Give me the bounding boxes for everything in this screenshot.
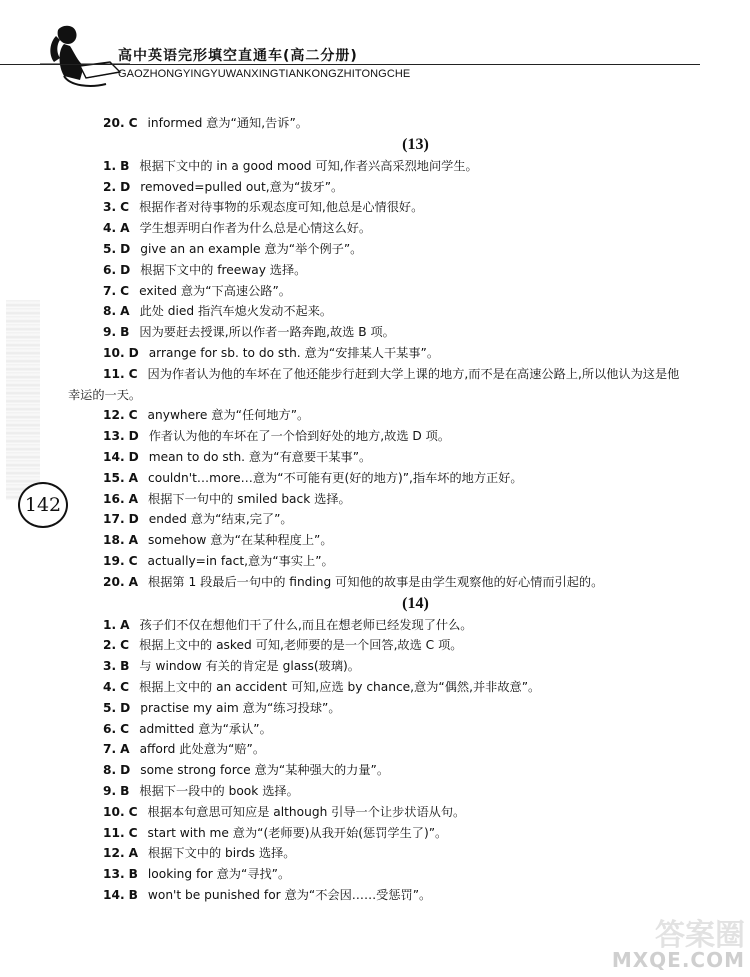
item-number: 13. <box>103 867 125 882</box>
item-number: 1. <box>103 158 117 173</box>
item-explanation: couldn't…more…意为“不可能有更(好的地方)”,指车坏的地方正好。 <box>148 470 523 485</box>
answer-item <box>103 885 693 906</box>
item-answer: A <box>128 533 139 548</box>
item-number: 2. <box>103 638 117 653</box>
answer-item <box>103 509 693 530</box>
item-answer: D <box>128 345 139 360</box>
item-answer: B <box>128 887 138 902</box>
section-heading: (13) <box>402 135 429 153</box>
item-number: 18. <box>103 533 125 548</box>
answer-item <box>103 635 693 656</box>
item-explanation: looking for 意为“寻找”。 <box>147 867 291 882</box>
item-number: 10. <box>103 345 125 360</box>
answer-item <box>103 177 693 198</box>
watermark-logo-text: 答案圈 <box>655 918 745 953</box>
item-answer: A <box>120 742 130 757</box>
item-number: 16. <box>103 491 125 506</box>
item-number: 14. <box>103 887 125 902</box>
page-edge-decoration <box>6 300 40 500</box>
item-number: 15. <box>103 470 125 485</box>
item-answer: D <box>128 429 139 444</box>
answer-item <box>103 823 693 844</box>
answer-item <box>103 719 693 740</box>
item-number: 5. <box>103 700 117 715</box>
item-explanation: 孩子们不仅在想他们干了什么,而且在想老师已经发现了什么。 <box>139 617 473 632</box>
answer-item <box>103 656 693 677</box>
item-number: 6. <box>103 262 117 277</box>
item-number: 9. <box>103 783 117 798</box>
answer-item <box>103 572 693 593</box>
item-answer: D <box>120 179 131 194</box>
item-number: 7. <box>103 742 117 757</box>
item-number: 19. <box>103 553 125 568</box>
item-number: 12. <box>103 846 125 861</box>
item-explanation: mean to do sth. 意为“有意要干某事”。 <box>148 449 372 464</box>
item-number: 8. <box>103 763 117 778</box>
section-heading: (14) <box>402 594 429 612</box>
item-explanation: ended 意为“结束,完了”。 <box>148 512 293 527</box>
item-answer: D <box>120 700 131 715</box>
item-explanation: 此处 died 指汽车熄火发动不起来。 <box>139 304 333 319</box>
answer-item <box>103 760 693 781</box>
item-number: 13. <box>103 429 125 444</box>
answer-item <box>103 322 693 343</box>
item-answer: C <box>120 638 130 653</box>
item-explanation: anywhere 意为“任何地方”。 <box>147 408 310 423</box>
item-number: 1. <box>103 617 117 632</box>
answer-item <box>103 426 693 447</box>
item-explanation: arrange for sb. to do sth. 意为“安排某人干某事”。 <box>148 345 440 360</box>
answer-item <box>103 447 693 468</box>
answer-item <box>103 239 693 260</box>
item-answer: B <box>128 867 138 882</box>
item-explanation: 与 window 有关的肯定是 glass(玻璃)。 <box>139 659 360 674</box>
answer-item <box>103 864 693 885</box>
item-answer: C <box>128 804 138 819</box>
item-number: 14. <box>103 449 125 464</box>
item-explanation: informed 意为“通知,告诉”。 <box>147 116 308 130</box>
item-number: 4. <box>103 679 117 694</box>
answer-item <box>103 113 693 134</box>
item-explanation: some strong force 意为“某种强大的力量”。 <box>140 763 390 778</box>
item-answer: A <box>128 470 139 485</box>
item-explanation: 根据本句意思可知应是 although 引导一个让步状语从句。 <box>147 804 466 819</box>
answer-content <box>68 113 693 906</box>
item-number: 6. <box>103 721 117 736</box>
item-explanation: 根据下一句中的 smiled back 选择。 <box>148 491 351 506</box>
answer-item <box>103 698 693 719</box>
page-number: 142 <box>18 482 68 528</box>
item-explanation: afford 此处意为“赔”。 <box>139 742 266 757</box>
item-answer: A <box>120 221 130 236</box>
item-explanation: removed=pulled out,意为“拔牙”。 <box>140 179 344 194</box>
item-number: 20. <box>103 574 125 589</box>
item-explanation: 根据第 1 段最后一句中的 finding 可知他的故事是由学生观察他的好心情而引起的。 <box>148 574 604 589</box>
item-explanation: 因为作者认为他的车坏在了他还能步行赶到大学上课的地方,而不是在高速公路上,所以他认为这是他幸运的一天。 <box>68 366 680 402</box>
book-title-pinyin: GAOZHONGYINGYUWANXINGTIANKONGZHITONGCHE <box>118 68 411 80</box>
reading-girl-logo-icon <box>40 22 130 92</box>
answer-item <box>103 530 693 551</box>
item-number: 3. <box>103 200 117 215</box>
item-number: 10. <box>103 804 125 819</box>
item-explanation: 根据下文中的 in a good mood 可知,作者兴高采烈地问学生。 <box>139 158 478 173</box>
item-number: 4. <box>103 221 117 236</box>
item-answer: C <box>128 366 138 381</box>
answer-item <box>103 489 693 510</box>
item-number: 12. <box>103 408 125 423</box>
answer-item <box>103 843 693 864</box>
item-explanation: 因为要赶去授课,所以作者一路奔跑,故选 B 项。 <box>139 325 395 340</box>
item-number: 17. <box>103 512 125 527</box>
item-explanation: 根据作者对待事物的乐观态度可知,他总是心情很好。 <box>139 200 424 215</box>
item-answer: B <box>120 659 130 674</box>
item-explanation: practise my aim 意为“练习投球”。 <box>140 700 341 715</box>
item-answer: A <box>128 574 139 589</box>
item-answer: A <box>120 304 130 319</box>
item-explanation: somehow 意为“在某种程度上”。 <box>148 533 333 548</box>
book-title: 高中英语完形填空直通车(高二分册) <box>118 48 358 64</box>
item-answer: D <box>120 241 131 256</box>
answer-item <box>103 739 693 760</box>
item-answer: C <box>128 116 138 130</box>
item-answer: D <box>120 763 131 778</box>
item-explanation: 作者认为他的车坏在了一个恰到好处的地方,故选 D 项。 <box>148 429 451 444</box>
item-answer: A <box>120 617 130 632</box>
item-number: 2. <box>103 179 117 194</box>
answer-item <box>103 343 693 364</box>
item-explanation: actually=in fact,意为“事实上”。 <box>147 553 334 568</box>
item-answer: A <box>128 491 139 506</box>
item-number: 11. <box>103 825 125 840</box>
watermark <box>585 908 745 972</box>
item-number: 3. <box>103 659 117 674</box>
item-answer: D <box>128 449 139 464</box>
item-answer: C <box>128 553 138 568</box>
item-answer: D <box>120 262 131 277</box>
item-explanation: 根据下一段中的 book 选择。 <box>139 783 299 798</box>
item-explanation: give an an example 意为“举个例子”。 <box>140 241 363 256</box>
item-explanation: exited 意为“下高速公路”。 <box>139 283 291 298</box>
answer-item <box>103 197 693 218</box>
item-number: 7. <box>103 283 117 298</box>
item-answer: C <box>120 721 130 736</box>
item-answer: C <box>120 679 130 694</box>
item-explanation: 根据下文中的 freeway 选择。 <box>140 262 307 277</box>
item-explanation: start with me 意为“(老师要)从我开始(惩罚学生了)”。 <box>147 825 448 840</box>
item-explanation: admitted 意为“承认”。 <box>139 721 272 736</box>
item-answer: B <box>120 158 130 173</box>
item-number: 5. <box>103 241 117 256</box>
answer-item <box>103 281 693 302</box>
item-answer: D <box>128 512 139 527</box>
answer-item <box>103 301 693 322</box>
item-explanation: 根据下文中的 birds 选择。 <box>148 846 296 861</box>
item-explanation: 根据上文中的 asked 可知,老师要的是一个回答,故选 C 项。 <box>139 638 463 653</box>
answer-item <box>103 218 693 239</box>
answer-item <box>103 802 693 823</box>
watermark-url: MXQE.COM <box>611 948 745 972</box>
item-answer: B <box>120 783 130 798</box>
item-explanation: won't be punished for 意为“不会因……受惩罚”。 <box>147 887 432 902</box>
item-answer: C <box>128 408 138 423</box>
answer-item <box>68 364 688 406</box>
answer-item <box>103 405 693 426</box>
answer-item <box>103 468 693 489</box>
item-answer: B <box>120 325 130 340</box>
item-number: 9. <box>103 325 117 340</box>
item-answer: C <box>128 825 138 840</box>
item-number: 11. <box>103 366 125 381</box>
page-header <box>0 0 750 90</box>
item-explanation: 根据上文中的 an accident 可知,应选 by chance,意为“偶然,并非故意”。 <box>139 679 541 694</box>
item-explanation: 学生想弄明白作者为什么总是心情这么好。 <box>139 221 372 236</box>
answer-item <box>103 156 693 177</box>
answer-item <box>103 781 693 802</box>
answer-item <box>103 551 693 572</box>
answer-item <box>103 615 693 636</box>
item-number: 8. <box>103 304 117 319</box>
item-answer: C <box>120 200 130 215</box>
answer-item <box>103 677 693 698</box>
item-answer: A <box>128 846 139 861</box>
item-number: 20. <box>103 116 125 130</box>
item-answer: C <box>120 283 130 298</box>
answer-item <box>103 260 693 281</box>
